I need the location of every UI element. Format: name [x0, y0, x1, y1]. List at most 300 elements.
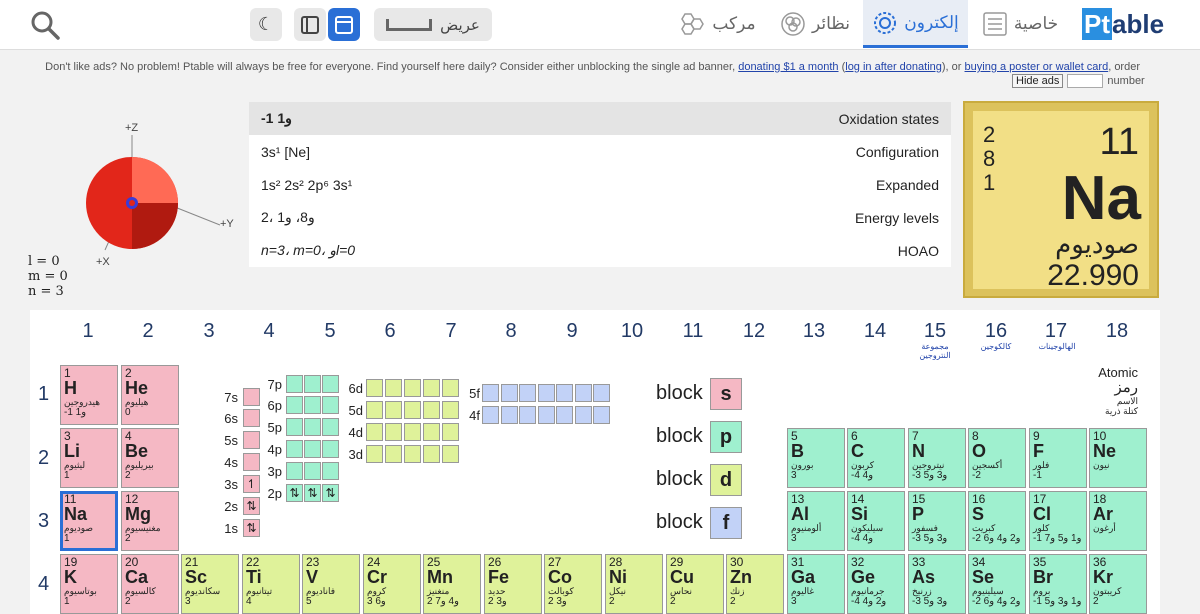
group-number[interactable]: 14	[863, 320, 887, 342]
property-value: 3s¹ [Ne]	[261, 143, 311, 160]
orbital-box-d[interactable]	[423, 401, 440, 419]
cell-symbol: Kr	[1093, 567, 1114, 587]
orbital-box-p[interactable]	[286, 375, 303, 393]
group-number[interactable]: 17	[1044, 320, 1068, 342]
element-cell-si[interactable]	[847, 491, 905, 551]
element-cell-fe[interactable]	[484, 554, 542, 614]
cell-symbol: Ca	[125, 567, 149, 587]
wide-bar-icon	[386, 19, 432, 31]
group-number[interactable]: 4	[263, 320, 275, 342]
orbital-box-d[interactable]	[404, 445, 421, 463]
cell-number: 18	[1093, 492, 1107, 506]
block-label: block	[656, 468, 703, 490]
cell-oxidation: -2 و2 و4 و6	[972, 596, 1021, 607]
orbital-box-d[interactable]	[404, 401, 421, 419]
element-cell-mn[interactable]	[423, 554, 481, 614]
quantum-numbers	[28, 254, 68, 299]
cell-symbol: Ti	[246, 567, 262, 587]
cell-symbol: O	[972, 441, 987, 461]
cell-symbol: Se	[972, 567, 995, 587]
cell-oxidation: 2	[730, 596, 736, 607]
cell-number: 15	[912, 492, 926, 506]
cell-number: 21	[185, 555, 199, 569]
property-row[interactable]	[249, 102, 951, 135]
tab-properties[interactable]	[975, 0, 1065, 48]
atom-icon	[872, 10, 898, 36]
ad-text-paren: (	[841, 61, 846, 73]
orbital-box-d[interactable]	[423, 445, 440, 463]
cell-name: أكسجين	[972, 460, 1003, 470]
element-cell-k[interactable]	[60, 554, 118, 614]
nucleus-core	[129, 200, 135, 206]
group-number[interactable]: 11	[682, 320, 704, 342]
orbital-label: 6p	[267, 398, 282, 413]
group-number[interactable]: 15	[923, 320, 947, 342]
group-number[interactable]: 6	[384, 320, 396, 342]
shell-count: 8	[983, 146, 996, 171]
cell-name: فلور	[1033, 460, 1050, 470]
group-number[interactable]: 7	[445, 320, 457, 342]
cell-number: 6	[851, 429, 858, 443]
spin-arrow-icon: ⇅	[289, 486, 300, 500]
element-cell-o[interactable]	[968, 428, 1026, 488]
cell-name: كريبتون	[1093, 586, 1122, 596]
sidebar-layout-button[interactable]	[294, 8, 326, 41]
group-number[interactable]: 16	[984, 320, 1008, 342]
cell-symbol: Fe	[488, 567, 510, 587]
search-icon[interactable]	[30, 10, 60, 40]
properties-table	[249, 102, 951, 265]
period-label: 4	[38, 573, 50, 595]
cell-number: 7	[912, 429, 919, 443]
property-value: 2، و8، و1	[261, 209, 315, 225]
tab-isotopes-label: نظائر	[812, 14, 850, 33]
tab-isotopes[interactable]	[770, 0, 860, 48]
atomic-mass: 22.990	[1047, 259, 1139, 292]
ad-notice	[0, 60, 1140, 74]
orbital-box-p[interactable]	[286, 440, 303, 458]
login-link[interactable]: log in after donating	[845, 61, 942, 73]
cell-name: فسفور	[912, 523, 938, 533]
cell-symbol: Cl	[1033, 504, 1051, 524]
cell-symbol: Be	[125, 441, 149, 461]
element-cell-ti[interactable]	[242, 554, 300, 614]
orbital-box-s[interactable]	[243, 497, 260, 515]
cell-number: 34	[972, 555, 986, 569]
cell-name: بورون	[791, 460, 814, 470]
orbital-label: 5s	[224, 433, 238, 448]
element-cell-cu[interactable]	[666, 554, 724, 614]
property-row[interactable]	[249, 234, 951, 267]
element-cell-al[interactable]	[787, 491, 845, 551]
cell-symbol: Cu	[670, 567, 694, 587]
cell-oxidation: -1	[1033, 470, 1042, 481]
cell-oxidation: -1 و1 و5 و7	[1033, 533, 1082, 544]
legend-symbol: رمز	[1114, 379, 1138, 396]
element-cell-co[interactable]	[544, 554, 602, 614]
element-cell-ni[interactable]	[605, 554, 663, 614]
orbital-box-f[interactable]	[575, 384, 592, 402]
orbital-box-f[interactable]	[556, 384, 573, 402]
cell-name: كوبالت	[548, 586, 574, 596]
block-s-button[interactable]: s	[710, 378, 742, 410]
group-number[interactable]: 3	[203, 320, 215, 342]
element-cell-ga[interactable]	[787, 554, 845, 614]
element-cell-ar[interactable]	[1089, 491, 1147, 551]
cell-number: 24	[367, 555, 381, 569]
orbital-box-s[interactable]	[243, 409, 260, 427]
orbital-label: 5d	[348, 403, 363, 418]
orbital-box-f[interactable]	[556, 406, 573, 424]
cell-name: منغنيز	[427, 586, 450, 596]
cell-name: جرمانيوم	[851, 586, 885, 596]
orbital-box-d[interactable]	[404, 423, 421, 441]
orbital-box-p[interactable]	[322, 418, 339, 436]
cell-number: 4	[125, 429, 132, 443]
cell-symbol: Ga	[791, 567, 816, 587]
block-p-button[interactable]: p	[710, 421, 742, 453]
spin-arrow-icon: ⇅	[246, 499, 257, 513]
cell-oxidation: 3	[791, 596, 797, 607]
quantum-l: l = 0	[28, 254, 60, 269]
element-cell-ge[interactable]	[847, 554, 905, 614]
orbital-label: 3p	[267, 464, 282, 479]
cell-number: 25	[427, 555, 441, 569]
shell-count: 1	[983, 170, 996, 195]
ad-text-or: ), or	[941, 61, 962, 73]
element-cell-cr[interactable]	[363, 554, 421, 614]
order-number-input[interactable]	[1067, 74, 1103, 88]
cell-number: 30	[730, 555, 744, 569]
element-cell-ca[interactable]	[121, 554, 179, 614]
orbital-label: 7s	[224, 390, 238, 405]
quantum-n: n = 3	[28, 284, 64, 299]
cell-symbol: Na	[64, 504, 88, 524]
cell-symbol: P	[912, 504, 925, 524]
orbital-box-s[interactable]	[243, 388, 260, 406]
cell-symbol: Mg	[125, 504, 151, 524]
cell-symbol: As	[912, 567, 936, 587]
orbital-box-p[interactable]	[322, 462, 339, 480]
cell-number: 35	[1033, 555, 1047, 569]
ad-text: Don't like ads? No problem! Ptable will always be free for everyone. Find yourself here daily? Consider either unblocking the single ad banner,	[45, 61, 736, 73]
cell-name: بروم	[1033, 586, 1051, 596]
orbital-box-p[interactable]	[304, 375, 321, 393]
element-cell-ne[interactable]	[1089, 428, 1147, 488]
orbital-box-d[interactable]	[442, 423, 459, 441]
element-cell-li[interactable]	[60, 428, 118, 488]
ptable-logo[interactable]	[1082, 8, 1164, 40]
group-number[interactable]: 9	[566, 320, 578, 342]
cell-symbol: Ni	[609, 567, 627, 587]
group-number[interactable]: 13	[802, 320, 826, 342]
group-name-15: مجموعة النتروجين	[919, 342, 951, 360]
orbital-label: 5f	[469, 386, 480, 401]
period-label: 2	[38, 447, 50, 469]
cell-name: كروم	[367, 586, 387, 596]
orbital-box-p[interactable]	[322, 396, 339, 414]
orbital-box-p[interactable]	[286, 396, 303, 414]
top-bar	[0, 0, 1200, 50]
cell-oxidation: 1	[64, 596, 70, 607]
cell-oxidation: -3 و3 و5	[912, 470, 948, 481]
group-number[interactable]: 10	[620, 320, 644, 342]
cell-symbol: B	[791, 441, 804, 461]
orbital-box-p[interactable]	[286, 462, 303, 480]
tab-compound[interactable]	[672, 0, 762, 48]
element-cell-s[interactable]	[968, 491, 1026, 551]
orbital-box-p[interactable]	[304, 440, 321, 458]
property-label: HOAO	[897, 242, 939, 259]
orbital-box-p[interactable]	[304, 462, 321, 480]
tab-electron[interactable]	[863, 0, 968, 48]
spin-arrow-icon: ↿	[246, 477, 257, 491]
cell-oxidation: 2 و4 و7	[427, 596, 459, 607]
property-row[interactable]	[249, 135, 951, 168]
cell-oxidation: 0	[125, 407, 131, 418]
cell-number: 26	[488, 555, 502, 569]
cell-symbol: V	[306, 567, 319, 587]
cell-name: ليثيوم	[64, 460, 86, 470]
cell-number: 19	[64, 555, 78, 569]
cell-symbol: Co	[548, 567, 572, 587]
orbital-box-s[interactable]	[243, 453, 260, 471]
orbital-box-d[interactable]	[385, 379, 402, 397]
cell-oxidation: 5	[306, 596, 312, 607]
orbital-label: 2s	[224, 499, 238, 514]
orbital-box-f[interactable]	[538, 406, 555, 424]
element-cell-b[interactable]	[787, 428, 845, 488]
element-cell-mg[interactable]	[121, 491, 179, 551]
orbital-box-d[interactable]	[442, 401, 459, 419]
orbital-box-d[interactable]	[385, 401, 402, 419]
element-name: صوديوم	[1055, 229, 1139, 259]
element-cell-c[interactable]	[847, 428, 905, 488]
property-row[interactable]	[249, 168, 951, 201]
group-number[interactable]: 5	[324, 320, 336, 342]
cell-name: نيكل	[609, 586, 627, 596]
element-symbol: Na	[1061, 164, 1141, 233]
cell-symbol: S	[972, 504, 985, 524]
orbital-box-p[interactable]	[304, 396, 321, 414]
element-cell-n[interactable]	[908, 428, 966, 488]
hide-ads-button[interactable]: Hide ads	[1012, 74, 1063, 88]
orbital-box-f[interactable]	[519, 384, 536, 402]
cell-oxidation: 2 و3	[548, 596, 567, 607]
orbital-box-d[interactable]	[366, 401, 383, 419]
group-number[interactable]: 18	[1105, 320, 1129, 342]
cell-number: 1	[64, 366, 71, 380]
period-label: 3	[38, 510, 50, 532]
element-cell-br[interactable]	[1029, 554, 1087, 614]
cell-number: 17	[1033, 492, 1047, 506]
legend-atomic: Atomic	[1098, 365, 1138, 380]
property-label: Expanded	[875, 176, 939, 193]
property-value: n=3، m=0، وl=0	[261, 242, 356, 258]
orbital-box-f[interactable]	[538, 384, 555, 402]
element-cell-h[interactable]	[60, 365, 118, 425]
property-value: -1 و1	[261, 110, 292, 126]
element-cell-f[interactable]	[1029, 428, 1087, 488]
cell-oxidation: -4 و4	[851, 533, 874, 544]
block-d-button[interactable]: d	[710, 464, 742, 496]
cell-symbol: H	[64, 378, 77, 398]
block-label: block	[656, 382, 703, 404]
orbital-box-f[interactable]	[501, 384, 518, 402]
property-label: Configuration	[855, 143, 939, 160]
cell-number: 22	[246, 555, 260, 569]
orbital-box-p[interactable]	[322, 375, 339, 393]
element-cell-kr[interactable]	[1089, 554, 1147, 614]
cell-symbol: Br	[1033, 567, 1054, 587]
orbital-box-p[interactable]	[286, 484, 303, 502]
view-label: عريض	[440, 16, 480, 34]
element-card-inner	[973, 111, 1149, 292]
element-cell-as[interactable]	[908, 554, 966, 614]
dark-mode-button[interactable]	[250, 8, 282, 41]
cell-name: هيليوم	[125, 397, 149, 407]
orbital-box-d[interactable]	[366, 423, 383, 441]
group-number[interactable]: 1	[82, 320, 94, 342]
cell-oxidation: 4	[246, 596, 252, 607]
cell-number: 13	[791, 492, 805, 506]
element-cell-p[interactable]	[908, 491, 966, 551]
orbital-box-f[interactable]	[593, 384, 610, 402]
orbital-box-d[interactable]	[404, 379, 421, 397]
quantum-m: m = 0	[28, 269, 68, 284]
orbital-label: 4s	[224, 455, 238, 470]
cell-name: غاليوم	[791, 586, 815, 596]
block-f-button[interactable]: f	[710, 507, 742, 539]
cell-oxidation: 2	[609, 596, 615, 607]
orbital-label: 3d	[348, 447, 363, 462]
orbital-label: 7p	[267, 377, 282, 392]
element-cell-na[interactable]	[60, 491, 118, 551]
orbital-3d-view[interactable]	[70, 115, 250, 275]
cell-number: 23	[306, 555, 320, 569]
orbital-box-p[interactable]	[304, 484, 321, 502]
tab-compound-label: مركب	[712, 14, 756, 33]
cell-name: سيلينيوم	[972, 586, 1004, 596]
cell-number: 12	[125, 492, 139, 506]
orbital-box-d[interactable]	[442, 379, 459, 397]
element-cell-sc[interactable]	[181, 554, 239, 614]
shell-count: 2	[983, 122, 996, 147]
cell-oxidation: 2	[125, 533, 131, 544]
orbital-box-f[interactable]	[482, 384, 499, 402]
cell-name: مغنيسيوم	[125, 523, 161, 533]
cell-oxidation: -1 و1	[64, 407, 87, 418]
cell-number: 29	[670, 555, 684, 569]
donate-link[interactable]: donating $1 a month	[738, 61, 839, 73]
cell-oxidation: -3 و3 و5	[912, 596, 948, 607]
group-number[interactable]: 12	[742, 320, 766, 342]
orbital-box-s[interactable]	[243, 519, 260, 537]
orbital-box-f[interactable]	[575, 406, 592, 424]
cell-legend	[1090, 366, 1138, 416]
orbital-box-p[interactable]	[322, 440, 339, 458]
cell-number: 8	[972, 429, 979, 443]
group-number[interactable]: 2	[142, 320, 154, 342]
cell-name: زنك	[730, 586, 745, 596]
orbital-box-d[interactable]	[423, 379, 440, 397]
poster-link[interactable]: buying a poster or wallet card	[964, 61, 1109, 73]
cell-symbol: He	[125, 378, 149, 398]
cell-oxidation: 2	[670, 596, 676, 607]
element-cell-v[interactable]	[302, 554, 360, 614]
element-cell-se[interactable]	[968, 554, 1026, 614]
cell-number: 33	[912, 555, 926, 569]
orbital-box-d[interactable]	[442, 445, 459, 463]
panel-icon	[301, 16, 319, 34]
cell-name: بيريليوم	[125, 460, 154, 470]
spin-arrow-icon: ⇅	[307, 486, 318, 500]
orbital-box-p[interactable]	[286, 418, 303, 436]
card-layout-button[interactable]	[328, 8, 360, 41]
orbital-box-f[interactable]	[482, 406, 499, 424]
orbital-box-d[interactable]	[366, 445, 383, 463]
block-label: block	[656, 511, 703, 533]
orbital-label: 6d	[348, 381, 363, 396]
element-cell-cl[interactable]	[1029, 491, 1087, 551]
cell-number: 16	[972, 492, 986, 506]
cell-oxidation: 1	[64, 470, 70, 481]
cell-name: كالسيوم	[125, 586, 156, 596]
cell-number: 32	[851, 555, 865, 569]
isotopes-icon	[780, 11, 806, 37]
element-cell-zn[interactable]	[726, 554, 784, 614]
orbital-box-f[interactable]	[519, 406, 536, 424]
cell-number: 28	[609, 555, 623, 569]
orbital-box-d[interactable]	[385, 423, 402, 441]
element-cell-he[interactable]	[121, 365, 179, 425]
cell-symbol: N	[912, 441, 925, 461]
number-label: number	[1107, 75, 1145, 87]
orbital-label: 4f	[469, 408, 480, 423]
cell-name: نيون	[1093, 460, 1110, 470]
orbital-cutaway	[132, 157, 178, 203]
orbital-box-d[interactable]	[423, 423, 440, 441]
view-wide-button[interactable]	[374, 8, 492, 41]
orbital-label: 4d	[348, 425, 363, 440]
ad-text-order: , order	[1108, 61, 1140, 73]
orbital-box-f[interactable]	[593, 406, 610, 424]
orbital-box-p[interactable]	[304, 418, 321, 436]
hide-ads-group	[1012, 74, 1145, 88]
element-cell-be[interactable]	[121, 428, 179, 488]
cell-oxidation: -4 و2 و4	[851, 596, 887, 607]
cell-name: هيدروجين	[64, 397, 101, 407]
cell-oxidation: 3 و6	[367, 596, 386, 607]
orbital-label: 5p	[267, 420, 282, 435]
cell-name: سكانديوم	[185, 586, 221, 596]
group-number[interactable]: 8	[505, 320, 517, 342]
moon-icon: ☾	[257, 14, 275, 34]
logo-suffix: able	[1112, 8, 1165, 39]
orbital-box-d[interactable]	[385, 445, 402, 463]
orbital-box-f[interactable]	[501, 406, 518, 424]
property-row[interactable]	[249, 201, 951, 234]
cell-number: 11	[64, 492, 77, 506]
cell-number: 3	[64, 429, 71, 443]
orbital-box-p[interactable]	[322, 484, 339, 502]
cell-name: كبريت	[972, 523, 996, 533]
orbital-box-s[interactable]	[243, 431, 260, 449]
orbital-box-s[interactable]	[243, 475, 260, 493]
cell-number: 5	[791, 429, 798, 443]
orbital-box-d[interactable]	[366, 379, 383, 397]
document-icon	[982, 11, 1008, 37]
